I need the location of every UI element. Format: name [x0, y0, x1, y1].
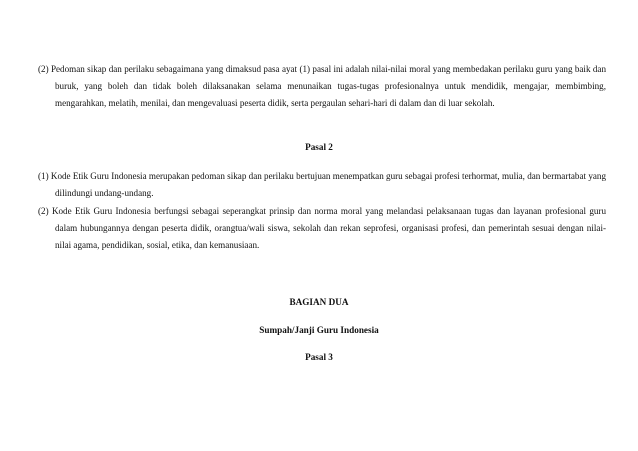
pasal-2-item-2: (2) Kode Etik Guru Indonesia berfungsi sebagai seperangkat prinsip dan norma moral yang melandasi pelaksanaan tugas dan layanan profesional guru dalam hubungannya dengan peserta didik, orangtua/wali siswa, sekolah dan rekan seprofesi, organisasi profesi, dan pemerintah sesuai dengan nilai-nilai agama, pendidikan, sosial, etika, dan kemanusiaan.	[38, 206, 606, 250]
pasal-3-heading: Pasal 3	[305, 352, 333, 362]
pasal-1-paragraph-2: (2) Pedoman sikap dan perilaku sebagaimana yang dimaksud pasa ayat (1) pasal ini adalah nilai-nilai moral yang membedakan perilaku guru yang baik dan buruk, yang boleh dan tidak boleh dilaksanakan selama menunaikan tugas-tugas profesionalnya untuk mendidik, mengajar, membimbing, mengarahkan, melatih, menilai, dan mengevaluasi peserta didik, serta pergaulan sehari-hari di dalam dan di luar sekolah.	[38, 64, 606, 108]
pasal-2-item-1: (1) Kode Etik Guru Indonesia merupakan pedoman sikap dan perilaku bertujuan menempatkan guru sebagai profesi terhormat, mulia, dan bermartabat yang dilindungi undang-undang.	[38, 171, 606, 198]
section-subheading: Sumpah/Janji Guru Indonesia	[259, 325, 379, 335]
section-heading: BAGIAN DUA	[289, 297, 349, 307]
pasal-2-heading: Pasal 2	[305, 142, 333, 152]
